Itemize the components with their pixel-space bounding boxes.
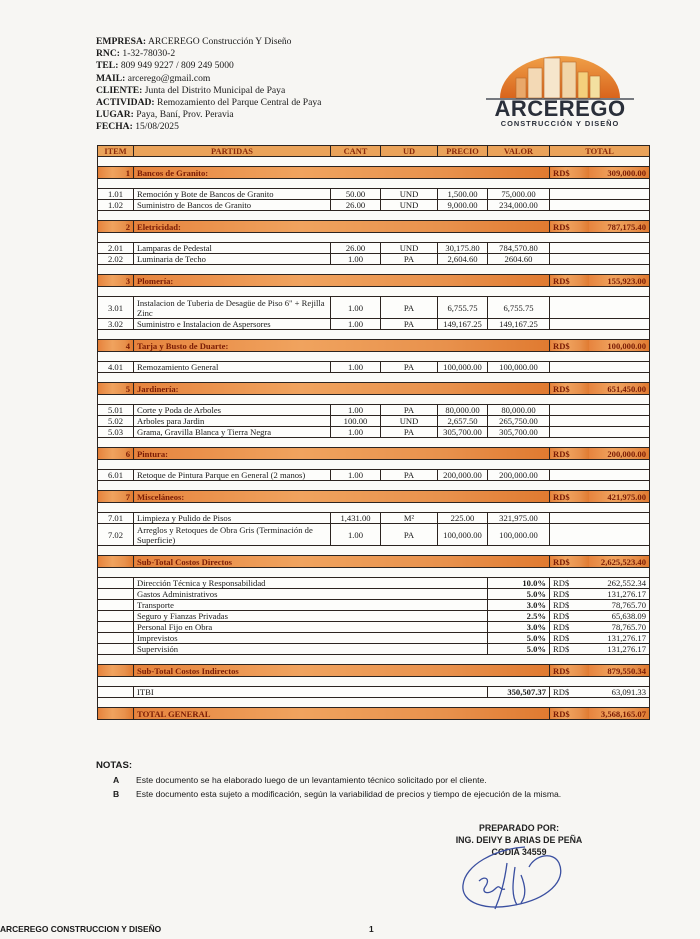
currency-label: RD$ [550,578,589,589]
mail-line: MAIL: arcerego@gmail.com [96,72,211,84]
spacer-cell [98,211,650,221]
indirect-amount: 131,276.17 [589,644,650,655]
spacer-row [98,698,650,708]
table-row [98,362,650,373]
indirect-percent: 10.0% [488,578,550,589]
section-total: 651,450.00 [589,383,650,395]
item-price: 2,657.50 [438,416,488,427]
spacer-row [98,352,650,362]
item-total-empty [550,416,650,427]
spacer-cell [98,352,650,362]
item-description: Corte y Poda de Arboles [134,405,331,416]
spacer-row [98,157,650,167]
item-quantity: 26.00 [331,200,381,211]
item-description: Suministro e Instalacion de Aspersores [134,319,331,330]
item-value: 149,167.25 [488,319,550,330]
item-price: 225.00 [438,513,488,524]
indirect-label: Imprevistos [134,633,488,644]
item-value: 6,755.75 [488,297,550,319]
itbi-row [98,687,650,698]
table-row [98,254,650,265]
spacer-cell [98,330,650,340]
spacer-cell [98,373,650,383]
indirect-label: Supervisión [134,644,488,655]
section-number: 1 [98,167,134,179]
item-total-empty [550,470,650,481]
spacer-cell [98,677,650,687]
building-skyline-icon [478,52,642,102]
spacer-row [98,211,650,221]
indirect-cost-row [98,589,650,600]
section-number: 3 [98,275,134,287]
table-row [98,416,650,427]
indirect-amount: 78,765.70 [589,622,650,633]
currency-label: RD$ [550,665,589,677]
item-value: 305,700.00 [488,427,550,438]
section-number: 2 [98,221,134,233]
section-title: Plomería: [134,275,550,287]
indirect-label: Gastos Administrativos [134,589,488,600]
item-code: 7.01 [98,513,134,524]
section-number [98,708,134,720]
cliente-line: CLIENTE: Junta del Distrito Municipal de Paya [96,84,286,96]
preparer-name: ING. DEIVY B ARIAS DE PEÑA [455,835,583,845]
spacer-row [98,568,650,578]
item-total-empty [550,362,650,373]
spacer-row [98,265,650,275]
lugar-line: LUGAR: Paya, Baní, Prov. Peravia [96,109,234,121]
subtotal-direct-row [98,556,650,568]
item-description: Arreglos y Retoques de Obra Gris (Terminación de Superficie) [134,524,331,546]
section-title: Pintura: [134,448,550,460]
item-total-empty [550,200,650,211]
item-description: Retoque de Pintura Parque en General (2 manos) [134,470,331,481]
tel-line: TEL: 809 949 9227 / 809 249 5000 [96,60,234,72]
prepared-label: PREPARADO POR: [479,823,559,833]
item-price: 2,604.60 [438,254,488,265]
item-value: 100,000.00 [488,362,550,373]
col-cant: CANT [331,146,381,157]
spacer-row [98,655,650,665]
section-header-row [98,340,650,352]
note-item [96,773,561,787]
spacer-cell [98,179,650,189]
spacer-row [98,233,650,243]
indirect-label: Personal Fijo en Obra [134,622,488,633]
item-description: Lamparas de Pedestal [134,243,331,254]
notes-title: NOTAS: [96,760,133,771]
item-price: 149,167.25 [438,319,488,330]
section-total: 309,000.00 [589,167,650,179]
item-quantity: 1.00 [331,470,381,481]
item-unit: UND [381,243,438,254]
spacer-cell [98,481,650,491]
currency-label: RD$ [550,167,589,179]
currency-label: RD$ [550,340,589,352]
indirect-cost-row [98,578,650,589]
fecha-line: FECHA: 15/08/2025 [96,121,179,133]
section-title: TOTAL GENERAL [134,708,550,720]
item-code: 7.02 [98,524,134,546]
blank-cell [98,611,134,622]
item-code: 4.01 [98,362,134,373]
section-title: Misceláneos: [134,491,550,503]
currency-label: RD$ [550,589,589,600]
item-price: 100,000.00 [438,362,488,373]
item-total-empty [550,189,650,200]
item-price: 30,175.80 [438,243,488,254]
section-header-row [98,221,650,233]
item-total-empty [550,513,650,524]
indirect-label: Transporte [134,600,488,611]
spacer-cell [98,287,650,297]
table-row [98,243,650,254]
section-header-row [98,448,650,460]
item-total-empty [550,254,650,265]
section-title: Eletricidad: [134,221,550,233]
blank-cell [98,622,134,633]
indirect-percent: 2.5% [488,611,550,622]
section-total: 787,175.40 [589,221,650,233]
itbi-base: 350,507.37 [488,687,550,698]
table-row [98,470,650,481]
empresa-line: EMPRESA: ARCEREGO Construcción Y Diseño [96,36,292,47]
item-description: Grama, Gravilla Blanca y Tierra Negra [134,427,331,438]
item-price: 9,000.00 [438,200,488,211]
indirect-percent: 5.0% [488,589,550,600]
section-total: 421,975.00 [589,491,650,503]
item-value: 234,000.00 [488,200,550,211]
col-partidas: PARTIDAS [134,146,331,157]
spacer-cell [98,546,650,556]
table-body [98,157,650,720]
item-code: 5.03 [98,427,134,438]
spacer-cell [98,157,650,167]
section-title: Sub-Total Costos Directos [134,556,550,568]
spacer-cell [98,233,650,243]
page-number: 1 [369,924,374,934]
item-value: 321,975.00 [488,513,550,524]
currency-label: RD$ [550,448,589,460]
indirect-amount: 131,276.17 [589,589,650,600]
item-description: Suministro de Bancos de Granito [134,200,331,211]
item-unit: UND [381,416,438,427]
footer-company: ARCEREGO CONSTRUCCION Y DISEÑO [0,924,162,934]
item-quantity: 50.00 [331,189,381,200]
total-general-row [98,708,650,720]
note-item [96,787,561,801]
item-code: 2.02 [98,254,134,265]
item-unit: PA [381,427,438,438]
item-value: 784,570.80 [488,243,550,254]
item-description: Limpieza y Pulido de Pisos [134,513,331,524]
item-price: 100,000.00 [438,524,488,546]
spacer-cell [98,438,650,448]
note-letter: B [113,789,120,799]
item-code: 1.01 [98,189,134,200]
spacer-cell [98,655,650,665]
signature-icon [455,845,575,915]
section-number: 5 [98,383,134,395]
item-total-empty [550,427,650,438]
indirect-label: Seguro y Fianzas Privadas [134,611,488,622]
logo-brand: ARCEREGO [494,96,626,121]
spacer-row [98,179,650,189]
table-row [98,319,650,330]
indirect-percent: 5.0% [488,644,550,655]
item-unit: PA [381,254,438,265]
spacer-row [98,546,650,556]
table-row [98,297,650,319]
note-text: Este documento esta sujeto a modificación, según la variabilidad de precios y tiempo de ejecución de la misma. [136,789,562,799]
indirect-percent: 3.0% [488,622,550,633]
spacer-cell [98,265,650,275]
item-code: 3.01 [98,297,134,319]
company-logo [478,52,642,130]
spacer-cell [98,503,650,513]
spacer-row [98,460,650,470]
preparer-codia: CODIA 34559 [491,847,547,857]
rnc-line: RNC: 1-32-78030-2 [96,48,176,60]
item-price: 1,500.00 [438,189,488,200]
item-price: 200,000.00 [438,470,488,481]
section-total: 3,568,165.07 [589,708,650,720]
item-quantity: 1.00 [331,427,381,438]
section-header-row [98,491,650,503]
item-code: 3.02 [98,319,134,330]
item-value: 265,750.00 [488,416,550,427]
col-precio: PRECIO [438,146,488,157]
indirect-cost-row [98,633,650,644]
note-letter: A [113,775,120,785]
item-value: 75,000.00 [488,189,550,200]
indirect-percent: 3.0% [488,600,550,611]
currency-label: RD$ [550,556,589,568]
section-total: 879,550.34 [589,665,650,677]
currency-label: RD$ [550,221,589,233]
item-total-empty [550,524,650,546]
item-unit: UND [381,189,438,200]
spacer-cell [98,395,650,405]
table-row [98,405,650,416]
item-unit: PA [381,470,438,481]
item-price: 6,755.75 [438,297,488,319]
indirect-cost-row [98,600,650,611]
item-quantity: 1.00 [331,319,381,330]
currency-label: RD$ [550,383,589,395]
col-item: ITEM [98,146,134,157]
table-header-row [98,146,650,157]
section-title: Tarja y Busto de Duarte: [134,340,550,352]
item-value: 2604.60 [488,254,550,265]
item-code: 1.02 [98,200,134,211]
spacer-row [98,330,650,340]
blank-cell [98,589,134,600]
logo-tagline: CONSTRUCCIÓN Y DISEÑO [500,119,620,128]
spacer-row [98,395,650,405]
section-number: 6 [98,448,134,460]
section-total: 100,000.00 [589,340,650,352]
budget-table [97,145,650,720]
indirect-amount: 262,552.34 [589,578,650,589]
col-valor: VALOR [488,146,550,157]
spacer-row [98,287,650,297]
item-quantity: 100.00 [331,416,381,427]
spacer-row [98,677,650,687]
section-total: 2,625,523.40 [589,556,650,568]
item-quantity: 1.00 [331,362,381,373]
section-header-row [98,167,650,179]
section-title: Sub-Total Costos Indirectos [134,665,550,677]
itbi-label: ITBI [134,687,488,698]
col-total: TOTAL [550,146,650,157]
currency-label: RD$ [550,611,589,622]
spacer-cell [98,698,650,708]
currency-label: RD$ [550,708,589,720]
section-number [98,665,134,677]
currency-label: RD$ [550,600,589,611]
item-unit: PA [381,405,438,416]
blank-cell [98,600,134,611]
table-row [98,513,650,524]
spacer-row [98,481,650,491]
item-unit: PA [381,362,438,373]
indirect-amount: 65,638.09 [589,611,650,622]
section-header-row [98,383,650,395]
indirect-amount: 131,276.17 [589,633,650,644]
item-description: Remozamiento General [134,362,331,373]
spacer-cell [98,460,650,470]
table-row [98,427,650,438]
item-price: 80,000.00 [438,405,488,416]
item-quantity: 1,431.00 [331,513,381,524]
actividad-line: ACTIVIDAD: Remozamiento del Parque Central de Paya [96,97,322,109]
item-value: 100,000.00 [488,524,550,546]
indirect-cost-row [98,622,650,633]
indirect-label: Dirección Técnica y Responsabilidad [134,578,488,589]
table-row [98,189,650,200]
item-total-empty [550,319,650,330]
item-unit: PA [381,319,438,330]
section-title: Jardinería: [134,383,550,395]
currency-label: RD$ [550,622,589,633]
currency-label: RD$ [550,491,589,503]
item-description: Remoción y Bote de Bancos de Granito [134,189,331,200]
item-code: 6.01 [98,470,134,481]
item-unit: M² [381,513,438,524]
blank-cell [98,633,134,644]
company-info [96,36,321,134]
section-total: 200,000.00 [589,448,650,460]
note-text: Este documento se ha elaborado luego de un levantamiento técnico solicitado por el cliente. [136,775,487,785]
indirect-percent: 5.0% [488,633,550,644]
indirect-cost-row [98,644,650,655]
currency-label: RD$ [550,633,589,644]
item-unit: UND [381,200,438,211]
item-total-empty [550,405,650,416]
item-value: 80,000.00 [488,405,550,416]
item-description: Luminaria de Techo [134,254,331,265]
spacer-row [98,373,650,383]
section-number [98,556,134,568]
blank-cell [98,578,134,589]
spacer-cell [98,568,650,578]
item-code: 5.01 [98,405,134,416]
section-total: 155,923.00 [589,275,650,287]
section-number: 7 [98,491,134,503]
itbi-amount: 63,091.33 [589,687,650,698]
item-unit: PA [381,297,438,319]
indirect-amount: 78,765.70 [589,600,650,611]
item-unit: PA [381,524,438,546]
item-quantity: 1.00 [331,405,381,416]
blank-cell [98,687,134,698]
section-title: Bancos de Granito: [134,167,550,179]
col-ud: UD [381,146,438,157]
item-quantity: 1.00 [331,297,381,319]
currency-label: RD$ [550,275,589,287]
table-row [98,524,650,546]
item-total-empty [550,297,650,319]
item-quantity: 1.00 [331,254,381,265]
item-code: 2.01 [98,243,134,254]
item-description: Arboles para Jardin [134,416,331,427]
spacer-row [98,438,650,448]
table-row [98,200,650,211]
notes-section [96,760,561,801]
subtotal-indirect-row [98,665,650,677]
item-description: Instalacion de Tuberia de Desagüe de Piso 6" + Rejilla Zinc [134,297,331,319]
indirect-cost-row [98,611,650,622]
item-total-empty [550,243,650,254]
item-code: 5.02 [98,416,134,427]
item-value: 200,000.00 [488,470,550,481]
currency-label: RD$ [550,644,589,655]
item-price: 305,700.00 [438,427,488,438]
currency-label: RD$ [550,687,589,698]
item-quantity: 26.00 [331,243,381,254]
section-header-row [98,275,650,287]
blank-cell [98,644,134,655]
item-quantity: 1.00 [331,524,381,546]
spacer-row [98,503,650,513]
section-number: 4 [98,340,134,352]
